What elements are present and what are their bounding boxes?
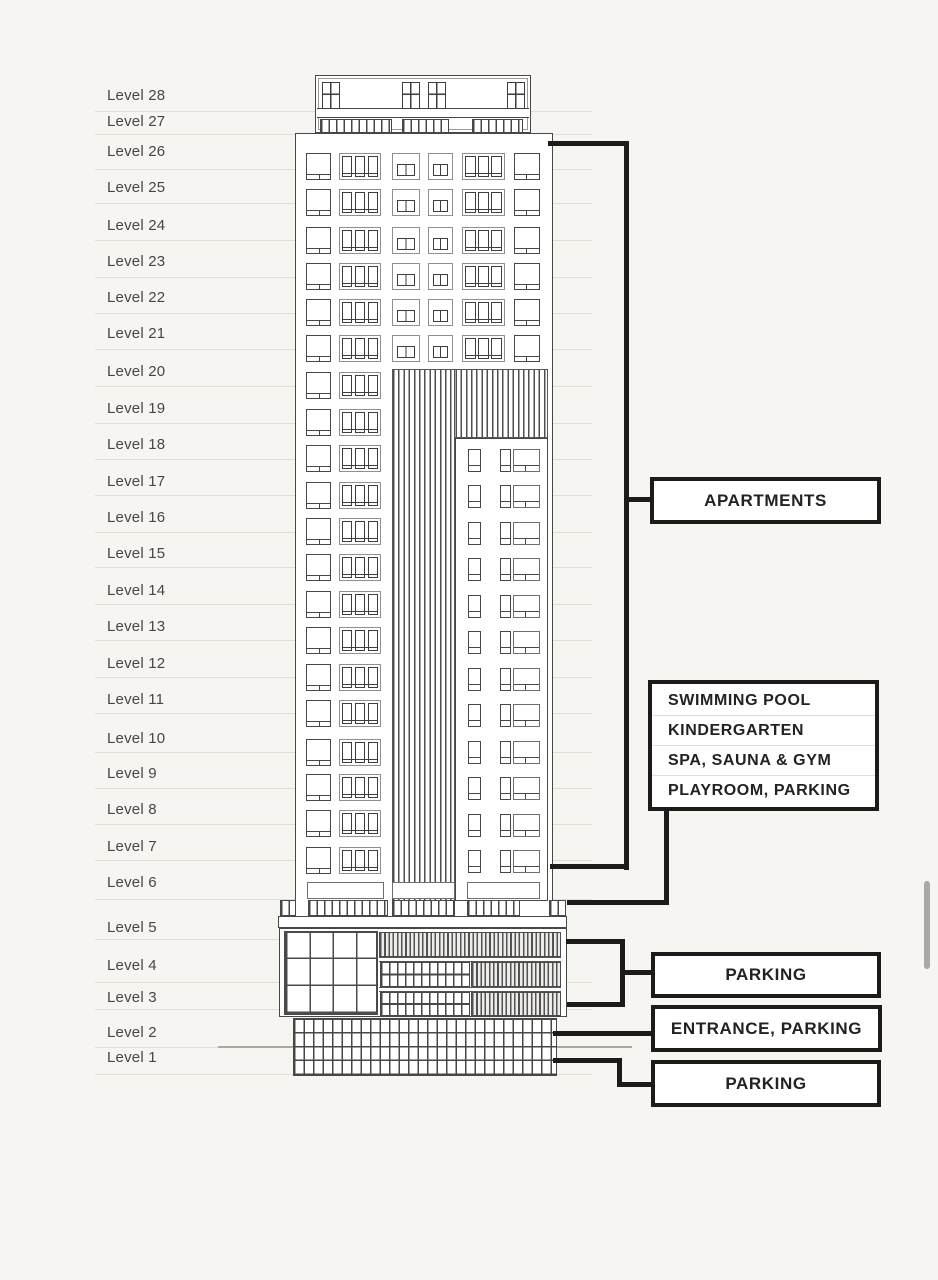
window [339, 518, 381, 545]
window [514, 227, 540, 254]
window [306, 700, 331, 727]
window [322, 82, 340, 109]
window [513, 631, 540, 654]
rooftop-colonnade [472, 119, 523, 133]
window [500, 449, 511, 472]
callout-amenities-row: KINDERGARTEN [652, 716, 875, 746]
lintel-panel [307, 882, 384, 899]
window [500, 558, 511, 581]
podium-louvers [379, 932, 561, 957]
window [306, 372, 331, 399]
window [468, 449, 481, 472]
window [500, 595, 511, 618]
window [513, 668, 540, 691]
colonnade [308, 900, 388, 916]
window [339, 372, 381, 399]
window [468, 595, 481, 618]
level-label: Level 7 [107, 838, 157, 855]
window [500, 668, 511, 691]
level-label: Level 2 [107, 1024, 157, 1041]
level-label: Level 9 [107, 765, 157, 782]
level-label: Level 10 [107, 730, 166, 747]
lintel-panel [392, 882, 455, 899]
window [306, 263, 331, 290]
window [392, 263, 420, 290]
podium-louvers [471, 992, 561, 1016]
rooftop-colonnade [402, 119, 449, 133]
level-label: Level 8 [107, 801, 157, 818]
window [339, 664, 381, 691]
window [306, 335, 331, 362]
level-label: Level 21 [107, 325, 166, 342]
window [306, 810, 331, 837]
window [500, 704, 511, 727]
window [428, 263, 453, 290]
base-grille [293, 1018, 557, 1076]
window [392, 189, 420, 216]
window [513, 522, 540, 545]
parking-upper-bracket-bottom [567, 1002, 625, 1007]
window [507, 82, 525, 109]
level-label: Level 16 [107, 509, 166, 526]
level-label: Level 1 [107, 1049, 157, 1066]
colonnade-wing [549, 900, 566, 916]
window [428, 189, 453, 216]
entrance-connector [553, 1031, 651, 1036]
level-label: Level 24 [107, 217, 166, 234]
window [513, 595, 540, 618]
level-label: Level 6 [107, 874, 157, 891]
window [392, 299, 420, 326]
window [500, 522, 511, 545]
window [514, 189, 540, 216]
podium-window-grid [380, 992, 470, 1016]
window [462, 299, 505, 326]
amenities-connector-vertical [664, 808, 669, 905]
apartments-bracket-top [548, 141, 629, 146]
window [514, 335, 540, 362]
window [513, 850, 540, 873]
callout-parking-upper-label: PARKING [725, 965, 807, 984]
window [468, 558, 481, 581]
window [392, 227, 420, 254]
window [500, 850, 511, 873]
window [339, 591, 381, 618]
window [339, 299, 381, 326]
window [306, 153, 331, 180]
callout-entrance-parking [651, 1005, 882, 1052]
facade-hatch-strip [392, 369, 455, 901]
window [500, 814, 511, 837]
window [339, 227, 381, 254]
scrollbar-thumb[interactable] [924, 881, 930, 969]
callout-amenities-row: SWIMMING POOL [652, 686, 875, 716]
level-label: Level 25 [107, 179, 166, 196]
window [339, 810, 381, 837]
window [468, 814, 481, 837]
window [306, 774, 331, 801]
window [339, 189, 381, 216]
window [468, 704, 481, 727]
window [306, 554, 331, 581]
window [306, 518, 331, 545]
window [468, 777, 481, 800]
window [513, 814, 540, 837]
parking-lower-connector-a [553, 1058, 622, 1063]
window [306, 189, 331, 216]
window [513, 449, 540, 472]
colonnade [392, 900, 455, 916]
level-label: Level 23 [107, 253, 166, 270]
parking-upper-bracket-stub [625, 970, 651, 975]
window [339, 847, 381, 874]
window [462, 335, 505, 362]
level-label: Level 27 [107, 113, 166, 130]
apartments-bracket-vertical [624, 141, 629, 870]
window [513, 485, 540, 508]
level-label: Level 11 [107, 691, 165, 708]
callout-parking-upper [651, 952, 881, 998]
window [513, 704, 540, 727]
level-label: Level 22 [107, 289, 166, 306]
window [468, 741, 481, 764]
window [428, 227, 453, 254]
level-label: Level 4 [107, 957, 157, 974]
level-label: Level 15 [107, 545, 166, 562]
level-label: Level 14 [107, 582, 166, 599]
level-label: Level 12 [107, 655, 166, 672]
window [468, 485, 481, 508]
callout-amenities [648, 680, 879, 811]
rooftop-band [317, 108, 529, 118]
window [462, 189, 505, 216]
window [462, 263, 505, 290]
callout-apartments [650, 477, 881, 524]
window [339, 409, 381, 436]
window [514, 153, 540, 180]
window [468, 522, 481, 545]
level-label: Level 28 [107, 87, 166, 104]
window [306, 627, 331, 654]
level-label: Level 17 [107, 473, 166, 490]
window [500, 741, 511, 764]
level-label: Level 5 [107, 919, 157, 936]
window [339, 739, 381, 766]
podium-glass-wall [284, 931, 378, 1015]
window [392, 153, 420, 180]
apartments-bracket-bottom [550, 864, 629, 869]
window [306, 445, 331, 472]
window [306, 591, 331, 618]
window [513, 741, 540, 764]
window [500, 485, 511, 508]
callout-entrance-parking-label: ENTRANCE, PARKING [670, 1018, 863, 1038]
level-label: Level 13 [107, 618, 166, 635]
window [339, 482, 381, 509]
window [513, 558, 540, 581]
window [468, 631, 481, 654]
podium-louvers [471, 962, 561, 987]
window [306, 409, 331, 436]
window [339, 700, 381, 727]
callout-apartments-label: APARTMENTS [704, 490, 827, 510]
window [306, 482, 331, 509]
level-label: Level 3 [107, 989, 157, 1006]
colonnade [467, 900, 520, 916]
parking-lower-connector-b [617, 1082, 651, 1087]
amenities-connector-horizontal [567, 900, 669, 905]
window [462, 227, 505, 254]
callout-amenities-row: PLAYROOM, PARKING [668, 781, 851, 799]
window [462, 153, 505, 180]
window [428, 299, 453, 326]
parking-upper-bracket-top [566, 939, 625, 944]
callout-parking-lower [651, 1060, 881, 1107]
window [306, 739, 331, 766]
window [339, 627, 381, 654]
apartments-bracket-stub [629, 497, 650, 502]
window [339, 335, 381, 362]
window [306, 664, 331, 691]
rooftop-colonnade [320, 119, 392, 133]
window [468, 850, 481, 873]
lintel-panel [467, 882, 540, 899]
window [428, 82, 446, 109]
window [392, 335, 420, 362]
window [500, 777, 511, 800]
window [468, 668, 481, 691]
callout-parking-lower-label: PARKING [725, 1073, 807, 1093]
level-label: Level 19 [107, 400, 166, 417]
window [514, 263, 540, 290]
window [339, 153, 381, 180]
level-label: Level 26 [107, 143, 166, 160]
window [339, 554, 381, 581]
window [306, 227, 331, 254]
window [500, 631, 511, 654]
slab-band [278, 916, 567, 928]
window [339, 774, 381, 801]
level-label: Level 18 [107, 436, 166, 453]
window [306, 299, 331, 326]
window [513, 777, 540, 800]
level-label: Level 20 [107, 363, 166, 380]
window [306, 847, 331, 874]
window [428, 335, 453, 362]
podium-window-grid [380, 962, 470, 987]
window [514, 299, 540, 326]
window [402, 82, 420, 109]
callout-amenities-row: SPA, SAUNA & GYM [652, 746, 875, 776]
colonnade-wing [280, 900, 296, 916]
window [339, 445, 381, 472]
window [428, 153, 453, 180]
window [339, 263, 381, 290]
